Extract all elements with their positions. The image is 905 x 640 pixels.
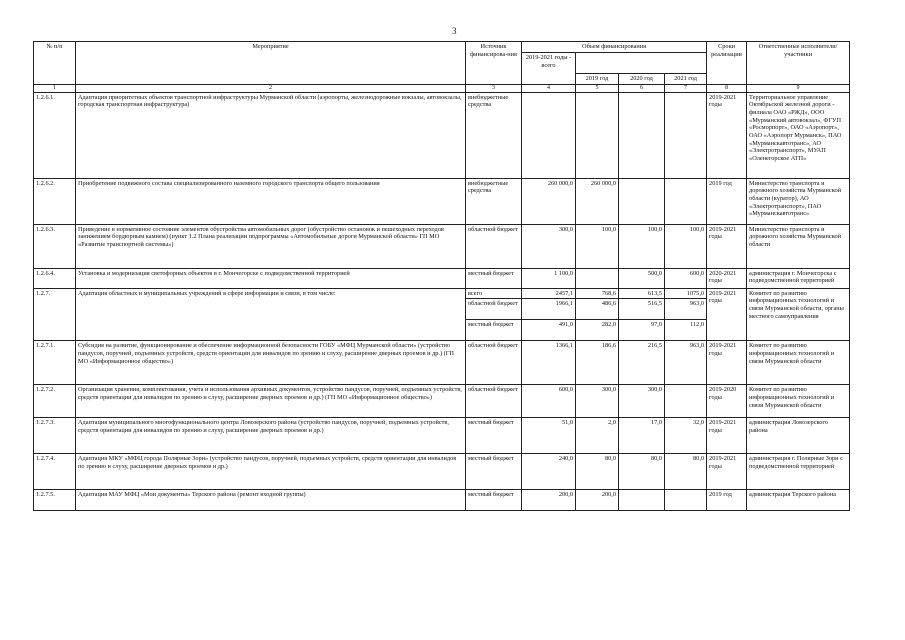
row-event: Субсидия на развитие, функционирование и обеспечение информационной безопасности ГОБУ «МФЦ Мурманской области» (устройство пандусов, поручней, подъемных устройств, средств ориентации для инвалидов по зрению и слуху, расширение дверных проемов и др.) (ГП МО «Информационное общество»): [76, 341, 466, 385]
row-terms: 2019-2021 годы: [707, 454, 747, 490]
row-total: 51,0: [522, 418, 576, 454]
row-resp: Комитет по развитию информационных технологий и связи Мурманской области: [747, 385, 850, 418]
table-row: [34, 341, 850, 385]
row-source: местный бюджет: [466, 454, 522, 490]
row-number: 1.2.7.2.: [34, 385, 76, 418]
row-2019: 282,0: [576, 320, 619, 341]
row-number: 1.2.7.4.: [34, 454, 76, 490]
row-event: Приведение в нормативное состояние элементов обустройства автомобильных дорог (обустройство остановок и пешеходных переходов занижением бордюрным камнем) (пункт 1.2 Плана реализации подпрограммы «Автомобильные дороги Мурманской области» ГП МО «Развитие транспортной системы»): [76, 224, 466, 268]
financing-table: [33, 41, 850, 511]
row-total: 200,0: [522, 490, 576, 511]
row-terms: 2019-2021 годы: [707, 92, 747, 178]
row-resp: Комитет по развитию информационных технологий и связи Мурманской области: [747, 341, 850, 385]
header-resp: Ответственные исполнители/участники: [747, 42, 850, 85]
row-resp: администрация г. Мончегорска с подведомственной территорией: [747, 268, 850, 288]
row-event: Адаптация областных и муниципальных учреждений в сфере информации и связи, в том числе:: [76, 288, 466, 341]
row-resp: Территориальное управление Октябрьской железной дороги - филиала ОАО «РЖД», ООО «Мурманский автовокзал», ФГУП «Росморпорт», ОАО «Аэропорт», ОАО «Аэропорт Мурманск», ПАО «Мурманскавтотранс», АО «Электротранспорт», МУАП «Оленегорское АТП»: [747, 92, 850, 178]
row-total: 1966,1: [522, 299, 576, 320]
column-number: 5: [576, 84, 619, 92]
row-source: областной бюджет: [466, 385, 522, 418]
column-number: 4: [522, 84, 576, 92]
row-2021: 32,0: [665, 418, 707, 454]
row-event: Адаптация МАУ МФЦ «Мои документы» Терского района (ремонт входной группы): [76, 490, 466, 511]
row-terms: 2019-2021 годы: [707, 224, 747, 268]
row-event: Установка и модернизация светофорных объектов в г. Мончегорске с подведомственной территорией: [76, 268, 466, 288]
row-event: Приобретение подвижного состава специализированного наземного городского транспорта общего пользования: [76, 178, 466, 224]
column-number: 8: [707, 84, 747, 92]
row-terms: 2019-2021 годы: [707, 418, 747, 454]
row-number: 1.2.7.5.: [34, 490, 76, 511]
row-source: местный бюджет: [466, 320, 522, 341]
row-event: Адаптация МКУ «МФЦ города Полярные Зори» (устройство пандусов, поручней, подъемных устройств, средств ориентации для инвалидов по зрению и слуху, расширение дверных проемов и др.): [76, 454, 466, 490]
row-total: 2457,1: [522, 288, 576, 299]
row-number: 1.2.6.2.: [34, 178, 76, 224]
row-2020: 300,0: [619, 385, 665, 418]
row-total: 491,0: [522, 320, 576, 341]
header-2019: 2019 год: [576, 74, 619, 85]
row-resp: Министерство транспорта и дорожного хозяйства Мурманской области: [747, 224, 850, 268]
row-terms: 2019-2021 годы: [707, 288, 747, 341]
row-terms: 2019-2021 годы: [707, 341, 747, 385]
row-terms: 2019 год: [707, 178, 747, 224]
row-number: 1.2.7.1.: [34, 341, 76, 385]
row-number: 1.2.7.3.: [34, 418, 76, 454]
header-source: Источник финансирова-ния: [466, 42, 522, 85]
row-2021: [665, 178, 707, 224]
row-2021: [665, 92, 707, 178]
row-2021: [665, 385, 707, 418]
header-years-spacer: [576, 53, 707, 74]
column-number: 2: [76, 84, 466, 92]
row-source: областной бюджет: [466, 299, 522, 320]
row-2021: 963,0: [665, 299, 707, 320]
row-event: Организация хранения, комплектования, учета и использования архивных документов, устройство пандусов, поручней, подъемных устройств, средств ориентации для инвалидов по зрению и слуху, расширение дверных проемов и др.) (ГП МО «Информационное общество»): [76, 385, 466, 418]
row-terms: 2019 год: [707, 490, 747, 511]
header-num: № п/п: [34, 42, 76, 85]
table-row: [34, 288, 850, 299]
row-total: 260 000,0: [522, 178, 576, 224]
row-2020: 100,0: [619, 224, 665, 268]
column-number: 1: [34, 84, 76, 92]
row-resp: Министерство транспорта и дорожного хозяйства Мурманской области (куратор), АО «Электротранспорт», ПАО «Мурманскавтотранс»: [747, 178, 850, 224]
table-row: [34, 454, 850, 490]
row-source: внебюджетные средства: [466, 178, 522, 224]
row-resp: администрация Терского района: [747, 490, 850, 511]
page-number: 3: [452, 26, 457, 36]
row-2020: 80,0: [619, 454, 665, 490]
row-total: [522, 92, 576, 178]
column-number: 9: [747, 84, 850, 92]
row-total: 1 100,0: [522, 268, 576, 288]
row-2020: [619, 490, 665, 511]
row-source: внебюджетные средства: [466, 92, 522, 178]
row-2019: 100,0: [576, 224, 619, 268]
column-number: 6: [619, 84, 665, 92]
row-2021: 80,0: [665, 454, 707, 490]
row-2021: [665, 490, 707, 511]
header-2021: 2021 год: [665, 74, 707, 85]
row-source: местный бюджет: [466, 418, 522, 454]
row-2021: 112,0: [665, 320, 707, 341]
row-number: 1.2.6.1.: [34, 92, 76, 178]
row-2019: [576, 92, 619, 178]
row-resp: Комитет по развитию информационных технологий и связи Мурманской области, органы местного самоуправления: [747, 288, 850, 341]
row-resp: администрация г. Полярные Зори с подведомственной территорией: [747, 454, 850, 490]
row-resp: администрация Ловозерского района: [747, 418, 850, 454]
row-2019: 80,0: [576, 454, 619, 490]
row-2019: 200,0: [576, 490, 619, 511]
row-2020: 500,0: [619, 268, 665, 288]
column-number: 3: [466, 84, 522, 92]
row-source: областной бюджет: [466, 224, 522, 268]
header-2020: 2020 год: [619, 74, 665, 85]
row-2019: 300,0: [576, 385, 619, 418]
row-source: всего: [466, 288, 522, 299]
header-volume: Объем финансирования: [522, 42, 707, 53]
row-number: 1.2.6.3.: [34, 224, 76, 268]
row-2021: 600,0: [665, 268, 707, 288]
row-2019: 260 000,0: [576, 178, 619, 224]
header-event: Мероприятие: [76, 42, 466, 85]
table-row: [34, 268, 850, 288]
row-total: 240,0: [522, 454, 576, 490]
row-terms: 2020-2021 годы: [707, 268, 747, 288]
table-row: [34, 224, 850, 268]
table-row: [34, 418, 850, 454]
row-2020: 613,5: [619, 288, 665, 299]
row-2020: [619, 178, 665, 224]
row-2019: 186,6: [576, 341, 619, 385]
header-total: 2019-2021 годы - всего: [522, 53, 576, 85]
row-source: местный бюджет: [466, 490, 522, 511]
row-2020: 17,0: [619, 418, 665, 454]
table-row: [34, 178, 850, 224]
row-2020: 516,5: [619, 299, 665, 320]
column-number: 7: [665, 84, 707, 92]
row-2019: 2,0: [576, 418, 619, 454]
table-row: [34, 385, 850, 418]
table-row: [34, 490, 850, 511]
row-total: 600,0: [522, 385, 576, 418]
row-2021: 963,0: [665, 341, 707, 385]
row-number: 1.2.7.: [34, 288, 76, 341]
row-2020: [619, 92, 665, 178]
header-terms: Сроки реализации: [707, 42, 747, 85]
table-row: [34, 92, 850, 178]
row-event: Адаптация приоритетных объектов транспортной инфраструктуры Мурманской области (аэропорты, железнодорожные вокзалы, автовокзалы, городская транспортная инфраструктура): [76, 92, 466, 178]
row-2020: 216,5: [619, 341, 665, 385]
row-source: местный бюджет: [466, 268, 522, 288]
row-2021: 1075,0: [665, 288, 707, 299]
row-terms: 2019-2020 годы: [707, 385, 747, 418]
row-2019: [576, 268, 619, 288]
row-total: 300,0: [522, 224, 576, 268]
row-2020: 97,0: [619, 320, 665, 341]
row-2019: 486,6: [576, 299, 619, 320]
row-event: Адаптация муниципального многофункционального центра Ловозерского района (устройство пандусов, поручней, подъемных устройств, средств ориентации для инвалидов по зрению и слуху, расширение дверных проемов и др.): [76, 418, 466, 454]
row-2021: 100,0: [665, 224, 707, 268]
row-2019: 768,6: [576, 288, 619, 299]
row-source: областной бюджет: [466, 341, 522, 385]
row-number: 1.2.6.4.: [34, 268, 76, 288]
row-total: 1366,1: [522, 341, 576, 385]
column-number-row: [34, 84, 850, 92]
